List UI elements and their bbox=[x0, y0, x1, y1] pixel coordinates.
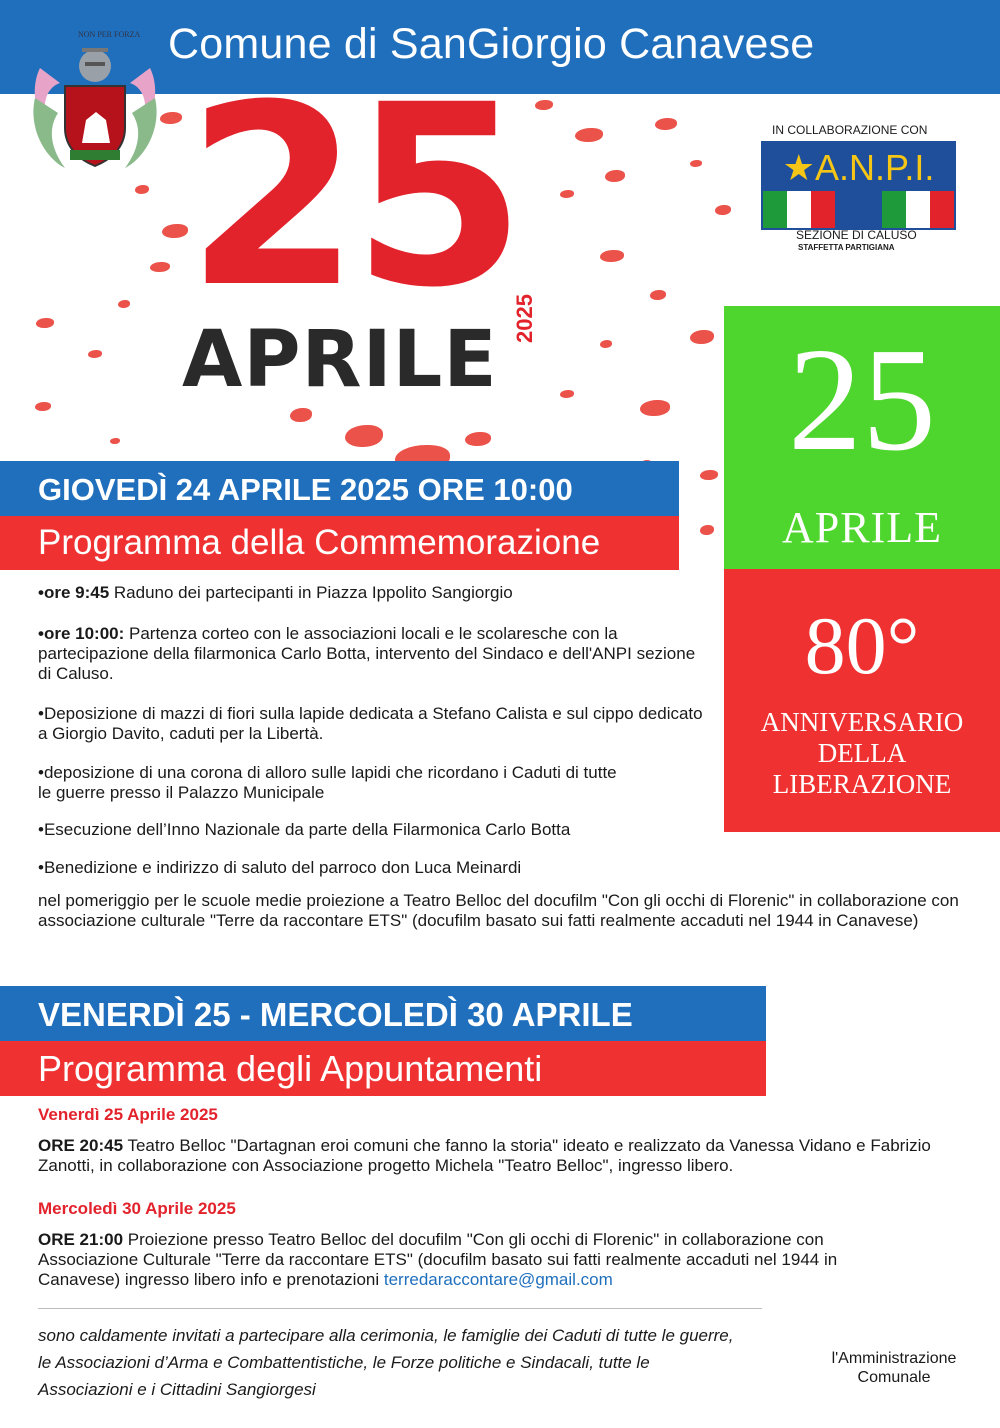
badge-red bbox=[724, 569, 1000, 832]
hero-year: 2025 bbox=[512, 294, 537, 343]
email-link[interactable]: terredaraccontare@gmail.com bbox=[383, 1270, 613, 1289]
program-item: •Esecuzione dell’Inno Nazionale da parte della Filarmonica Carlo Botta bbox=[38, 820, 571, 839]
invitation-line: le Associazioni d’Arma e Combattentistiche, le Forze politiche e Sindacali, tutte le bbox=[38, 1353, 650, 1372]
section2-date: VENERDÌ 25 - MERCOLEDÌ 30 APRILE bbox=[38, 996, 633, 1033]
anpi-name bbox=[763, 147, 954, 189]
flag-stripe-green-2 bbox=[882, 191, 906, 228]
event-date-heading: Mercoledì 30 Aprile 2025 bbox=[38, 1199, 236, 1218]
divider bbox=[38, 1308, 762, 1309]
afternoon-note: nel pomeriggio per le scuole medie proiezione a Teatro Belloc del docufilm "Con gli occhi di Florenic" in collaborazione con associazione culturale "Terre da raccontare ETS" (docufilm basato sui fatti realmente accaduti nel 1944 in Canavese) bbox=[38, 891, 959, 930]
program-item: •ore 10:00: Partenza corteo con le associazioni locali e le scolaresche con la partecipazione della filarmonica Carlo Botta, intervento del Sindaco e dell'ANPI sezione di Caluso. bbox=[38, 624, 696, 683]
section2-date-banner bbox=[0, 986, 766, 1041]
section2-title-banner bbox=[0, 1041, 766, 1096]
badge-anniversary-number: 80° bbox=[804, 600, 920, 691]
star-icon: ★ bbox=[782, 147, 815, 188]
badge-line-2: DELLA bbox=[817, 738, 907, 768]
event-date-heading: Venerdì 25 Aprile 2025 bbox=[38, 1105, 218, 1124]
section1-title-banner bbox=[0, 516, 679, 570]
anpi-staffetta: STAFFETTA PARTIGIANA bbox=[798, 243, 895, 252]
badge-day: 25 bbox=[788, 318, 936, 482]
badge-green bbox=[724, 306, 1000, 569]
invitation-line: Associazioni e i Cittadini Sangiorgesi bbox=[38, 1380, 316, 1399]
hero-day: 25 bbox=[186, 51, 518, 342]
event-description: ORE 21:00 Proiezione presso Teatro Belloc del docufilm "Con gli occhi di Florenic" in collaborazione con Associazione Culturale "Terre da raccontare ETS" (docufilm basato sui fatti realmente accaduti nel 1944 in Canavese) ingresso libero info e prenotazioni terredaraccontare@gmail.com bbox=[38, 1230, 838, 1289]
badge-line-3: LIBERAZIONE bbox=[772, 769, 952, 799]
town-title: Comune di SanGiorgio Canavese bbox=[168, 20, 815, 68]
flag-stripe-red bbox=[811, 191, 835, 228]
anpi-collab-label: IN COLLABORAZIONE CON bbox=[772, 123, 928, 137]
badge-anniversary-text bbox=[724, 707, 1000, 800]
program-item: •deposizione di una corona di alloro sulle lapidi che ricordano i Caduti di tutte le guerre presso il Palazzo Municipale bbox=[38, 763, 617, 802]
invitation-line: sono caldamente invitati a partecipare alla cerimonia, le famiglie dei Caduti di tutte le guerre, bbox=[38, 1326, 734, 1345]
anpi-logo bbox=[761, 141, 956, 230]
badge-line-1: ANNIVERSARIO bbox=[760, 707, 964, 737]
coat-of-arms-icon bbox=[30, 28, 160, 178]
badge-month: APRILE bbox=[782, 503, 942, 552]
section1-date-banner bbox=[0, 461, 679, 516]
signature: l'Amministrazione Comunale bbox=[831, 1350, 957, 1386]
hero-month: APRILE bbox=[182, 315, 498, 405]
event-description: ORE 20:45 Teatro Belloc "Dartagnan eroi comuni che fanno la storia" ideato e realizzato da Vanessa Vidano e Fabrizio Zanotti, in collaborazione con Associazione progetto Michela "Teatro Belloc", ingresso libero. bbox=[38, 1136, 931, 1175]
program-item: •Deposizione di mazzi di fiori sulla lapide dedicata a Stefano Calista e sul cippo dedicato a Giorgio Davito, caduti per la Libertà. bbox=[38, 704, 703, 743]
section1-title: Programma della Commemorazione bbox=[38, 523, 601, 562]
program-item: •Benedizione e indirizzo di saluto del parroco don Luca Meinardi bbox=[38, 858, 522, 877]
flag-stripe-white bbox=[787, 191, 811, 228]
section1-date: GIOVEDÌ 24 APRILE 2025 ORE 10:00 bbox=[38, 472, 573, 507]
anpi-section: SEZIONE DI CALUSO bbox=[796, 228, 917, 242]
anpi-name-text: A.N.P.I. bbox=[814, 147, 935, 188]
crest-motto: NON PER FORZA bbox=[78, 30, 141, 39]
flag-stripe-blue bbox=[835, 191, 882, 228]
program-item: •ore 9:45 Raduno dei partecipanti in Piazza Ippolito Sangiorgio bbox=[38, 583, 513, 602]
section2-title: Programma degli Appuntamenti bbox=[38, 1048, 543, 1089]
flag-stripe-white-2 bbox=[906, 191, 930, 228]
flag-stripe-red-2 bbox=[930, 191, 954, 228]
flag-stripe-green bbox=[763, 191, 787, 228]
